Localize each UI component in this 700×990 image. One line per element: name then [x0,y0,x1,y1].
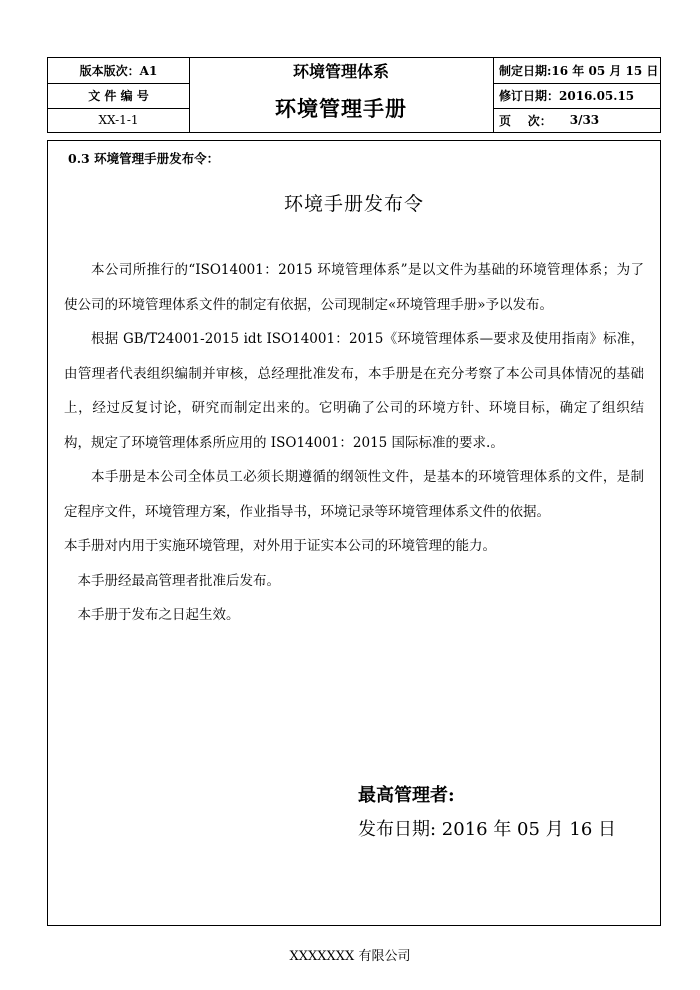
header-divider [493,58,494,132]
issue-date: 制定日期:16 年 05 月 15 日 [499,64,659,78]
paragraph: 本手册是本公司全体员工必须长期遵循的纲领性文件，是基本的环境管理体系的文件，是制定程序文件，环境管理方案，作业指导书，环境记录等环境管理体系文件的依据。 [64,469,644,520]
company-footer: XXXXXXX 有限公司 [289,949,411,964]
body-text [64,253,644,633]
doc-title: 环境手册发布令 [283,193,424,215]
doc-number-value: XX-1-1 [98,113,139,127]
signatory-label: 最高管理者: [358,785,455,806]
page-label: 页 次： [499,113,552,128]
version-label: 版本版次：A1 [79,64,158,78]
manual-title: 环境管理手册 [275,95,407,121]
release-date: 发布日期: 2016 年 05 月 16 日 [358,819,617,840]
paragraph: 本手册对内用于实施环境管理，对外用于证实本公司的环境管理的能力。 [64,538,496,554]
page-number: 3/33 [569,113,600,127]
document-body [47,140,661,926]
revision-date: 修订日期：2016.05.15 [499,89,635,103]
doc-number-label: 文 件 编 号 [88,89,149,103]
paragraph: 本手册于发布之日起生效。 [77,607,240,623]
system-name: 环境管理体系 [292,62,389,81]
section-title: 0.3 环境管理手册发布令： [68,151,220,166]
page-info [499,108,659,132]
paragraph: 本手册经最高管理者批准后发布。 [77,572,280,589]
document-header-table [47,57,661,133]
paragraph: 本公司所推行的“ISO14001：2015 环境管理体系”是以文件为基础的环境管理体系；为了使公司的环境管理体系文件的制定有依据，公司现制定«环境管理手册»予以发布。 [64,262,644,313]
paragraph: 根据 GB/T24001-2015 idt ISO14001：2015《环境管理体系—要求及使用指南》标准，由管理者代表组织编制并审核，总经理批准发布，本手册是在充分考察了本公司具体情况的基础上，经过反复讨论，研究而制定出来的。它明确了公司的环境方针、环境目标，确定了组织结构，规定了环境管理体系所应用的 ISO14001：2015 国际标准的要求.。 [64,331,644,451]
